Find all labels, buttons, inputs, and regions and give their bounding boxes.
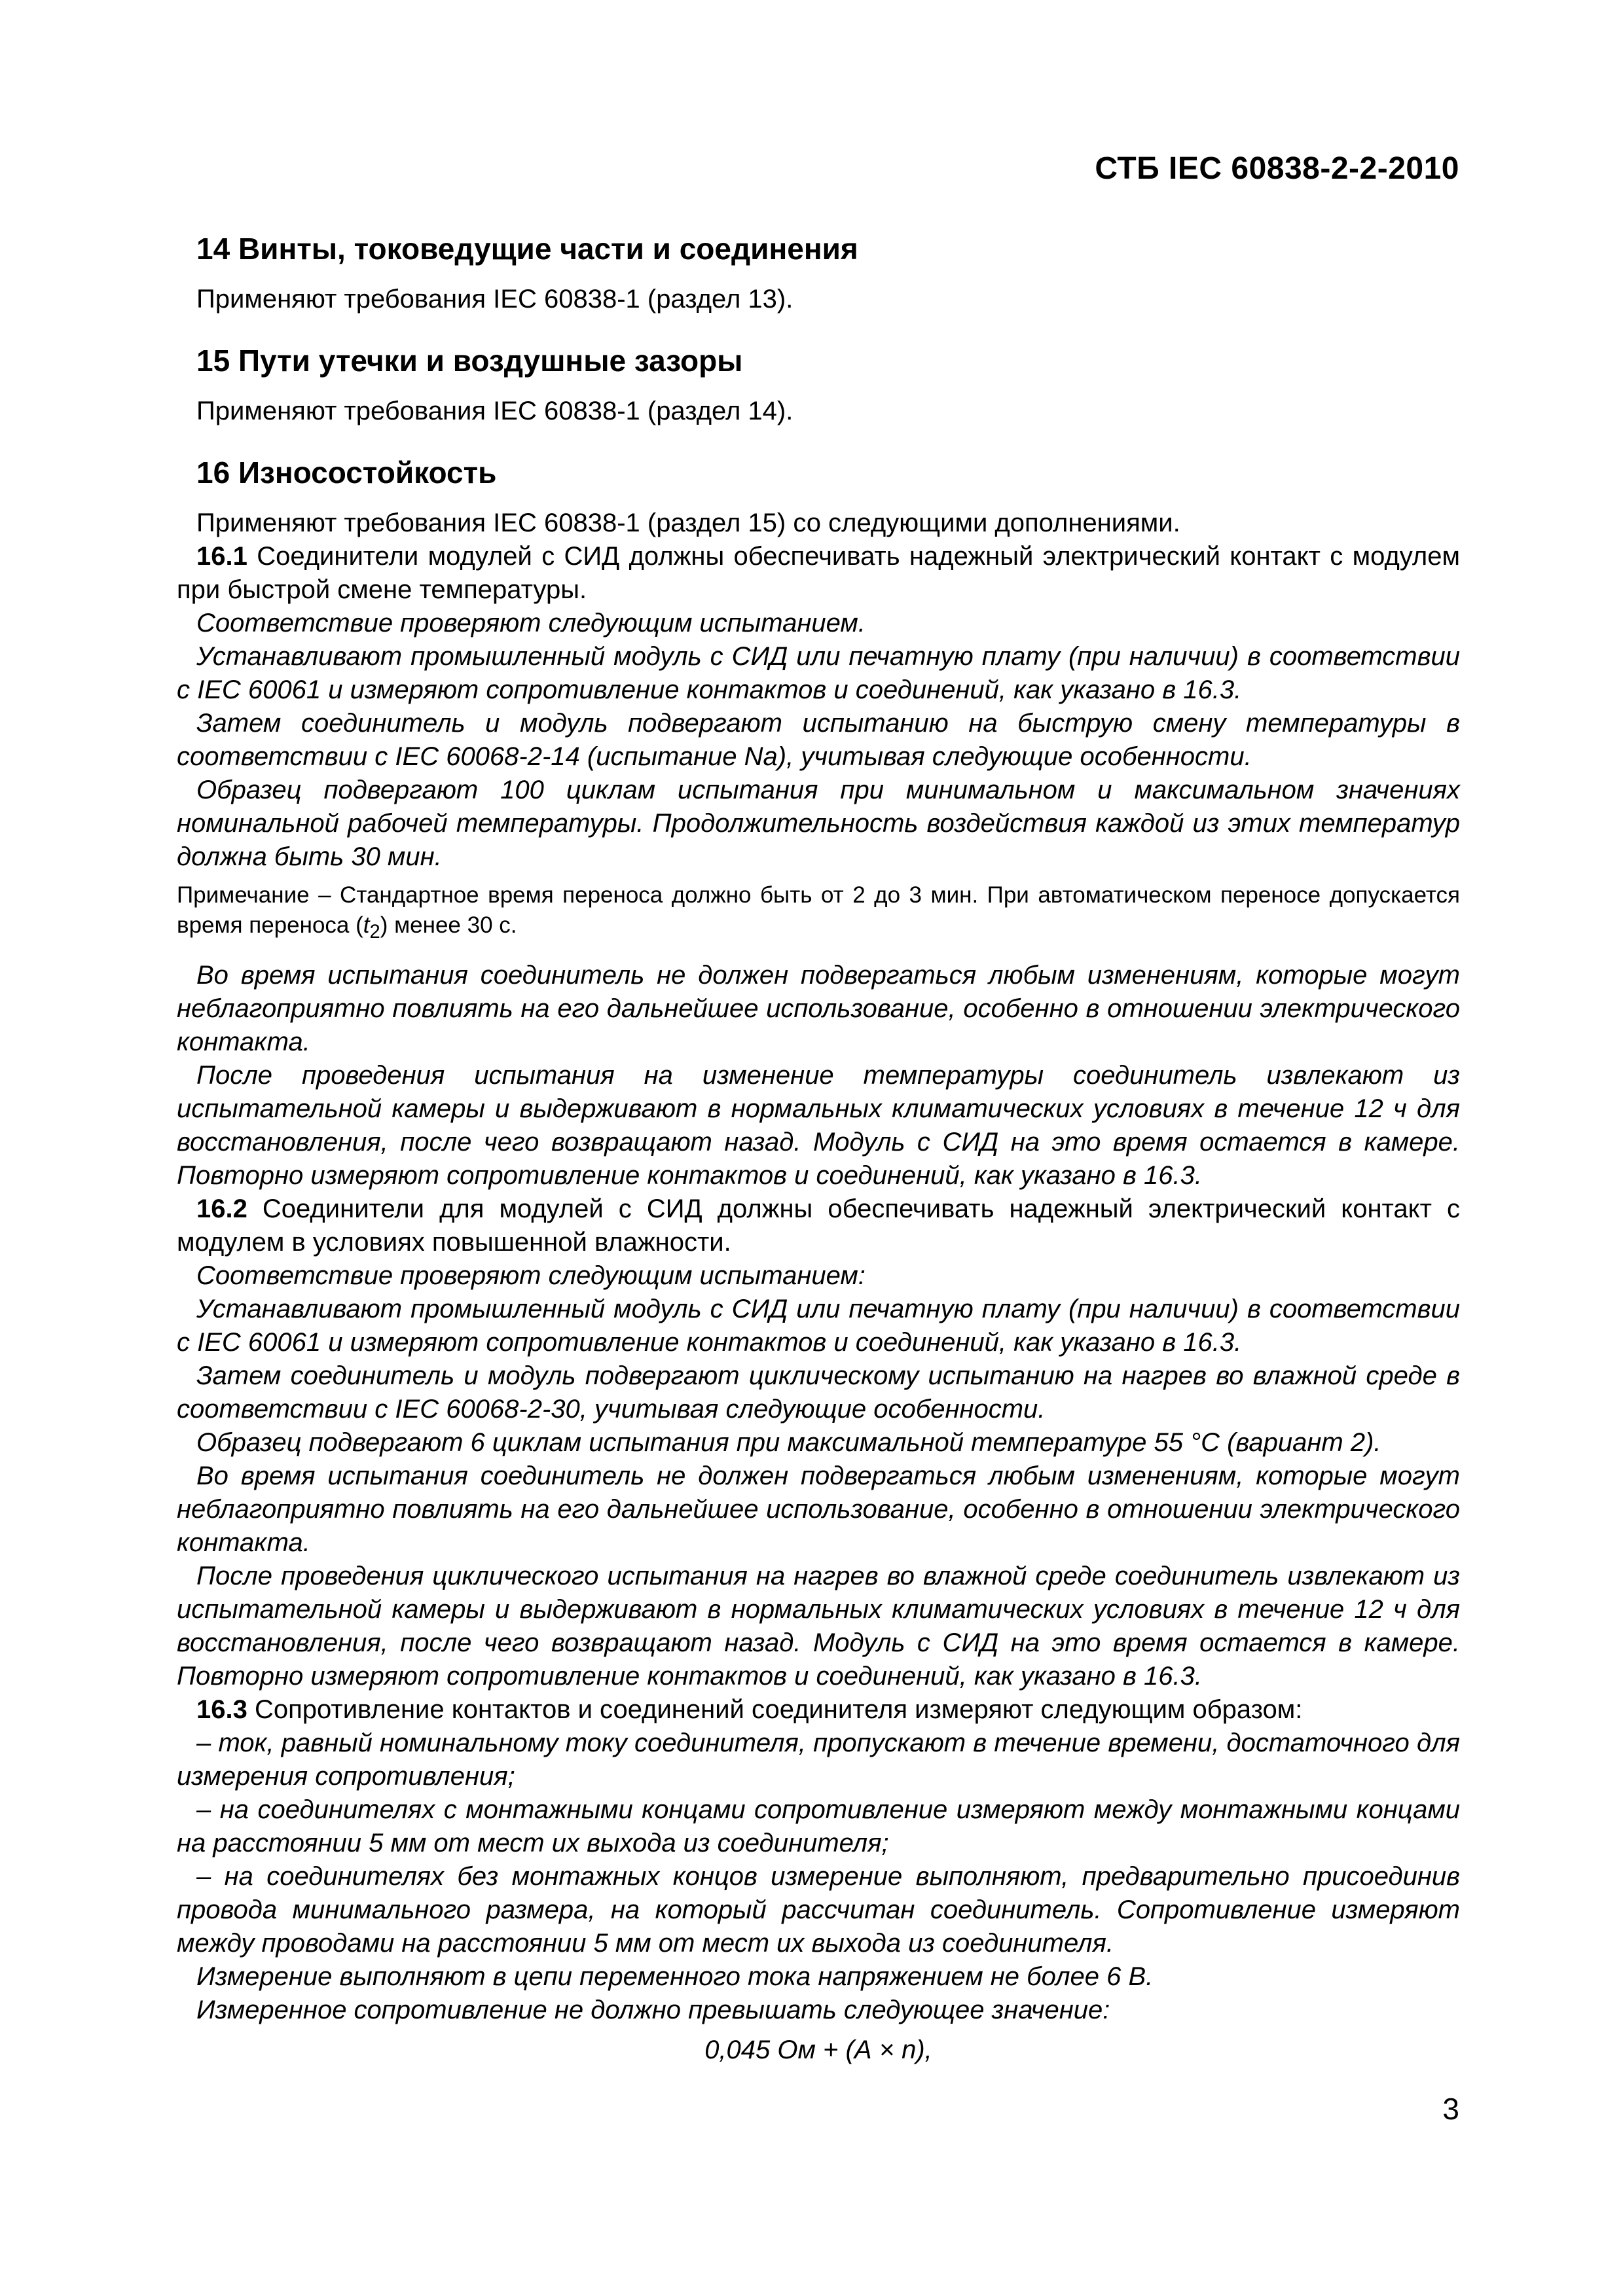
section-14-text: Применяют требования IEC 60838-1 (раздел 13).: [196, 285, 793, 314]
clause-16-3-number: 16.3: [196, 1695, 247, 1724]
clause-16-1-p3: Затем соединитель и модуль подвергают испытанию на быструю смену температуры в соответствии с IEC 60068-2-14 (испытание Na), учитывая следующие особенности.: [177, 709, 1460, 771]
clause-16-3-list-item-3: – на соединителях без монтажных концов измерение выполняют, предварительно присоединив провода минимального размера, на который рассчитан соединитель. Сопротивление измеряют между проводами на расстоянии 5 мм от мест их выхода из соединителя.: [177, 1862, 1460, 1958]
section-16-title: 16 Износостойкость: [196, 456, 497, 490]
clause-16-1-p6: После проведения испытания на изменение температуры соединитель извлекают из испытательной камеры и выдерживают в нормальных климатических условиях в течение 12 ч для восстановления, после чего возвращают назад. Модуль с СИД на это время остается в камере. Повторно измеряют сопротивление контактов и соединений, как указано в 16.3.: [177, 1061, 1460, 1190]
note-text-start: Примечание – Стандартное время переноса должно быть от 2 до 3 мин. При автоматическом переносе допускается время переноса (: [177, 882, 1460, 938]
page-content: [177, 229, 1460, 2067]
clause-16-2-text: Соединители для модулей с СИД должны обеспечивать надежный электрический контакт с модулем в условиях повышенной влажности.: [177, 1194, 1460, 1257]
clause-16-2: [177, 1193, 1460, 1259]
clause-16-3-p1: Измерение выполняют в цепи переменного тока напряжением не более 6 В.: [196, 1962, 1154, 1991]
clause-16-3-text: Сопротивление контактов и соединений соединителя измеряют следующим образом:: [247, 1695, 1303, 1724]
clause-16-1-p5: Во время испытания соединитель не должен подвергаться любым изменениям, которые могут неблагоприятно повлиять на его дальнейшее использование, особенно в отношении электрического контакта.: [177, 961, 1460, 1056]
section-16-intro: Применяют требования IEC 60838-1 (раздел 15) со следующими дополнениями.: [196, 509, 1180, 537]
clause-16-3-list-item-2: – на соединителях с монтажными концами сопротивление измеряют между монтажными концами на расстоянии 5 мм от мест их выхода из соединителя;: [177, 1795, 1460, 1857]
clause-16-1-p1: Соответствие проверяют следующим испытанием.: [196, 609, 866, 637]
resistance-formula: 0,045 Ом + (А × n),: [704, 2036, 932, 2064]
note-symbol: t: [363, 912, 370, 938]
page-number: 3: [1442, 2092, 1459, 2126]
section-15-title: 15 Пути утечки и воздушные зазоры: [196, 344, 743, 378]
note-text-end: ) менее 30 с.: [380, 912, 517, 938]
clause-16-1-note: [177, 880, 1460, 947]
note-subscript: 2: [369, 922, 380, 942]
clause-16-2-number: 16.2: [196, 1194, 247, 1223]
clause-16-3-p2: Измеренное сопротивление не должно превышать следующее значение:: [196, 1996, 1110, 2024]
clause-16-2-p3: Затем соединитель и модуль подвергают циклическому испытанию на нагрев во влажной среде в соответствии с IEC 60068-2-30, учитывая следующие особенности.: [177, 1361, 1460, 1424]
clause-16-1-p4: Образец подвергают 100 циклам испытания при минимальном и максимальном значениях номинальной рабочей температуры. Продолжительность воздействия каждой из этих температур должна быть 30 мин.: [177, 776, 1460, 871]
clause-16-1: [177, 540, 1460, 607]
section-14-title: 14 Винты, токоведущие части и соединения: [196, 232, 858, 266]
clause-16-2-p6: После проведения циклического испытания на нагрев во влажной среде соединитель извлекают из испытательной камеры и выдерживают в нормальных климатических условиях в течение 12 ч для восстановления, после чего возвращают назад. Модуль с СИД на это время остается в камере. Повторно измеряют сопротивление контактов и соединений, как указано в 16.3.: [177, 1562, 1460, 1691]
document-header-code: СТБ IEC 60838-2-2-2010: [1095, 151, 1459, 186]
clause-16-1-text: Соединители модулей с СИД должны обеспечивать надежный электрический контакт с модулем при быстрой смене температуры.: [177, 542, 1460, 604]
section-15-text: Применяют требования IEC 60838-1 (раздел 14).: [196, 397, 793, 425]
clause-16-1-number: 16.1: [196, 542, 247, 571]
clause-16-2-p4: Образец подвергают 6 циклам испытания при максимальной температуре 55 °С (вариант 2).: [196, 1428, 1381, 1457]
clause-16-2-p1: Соответствие проверяют следующим испытанием:: [196, 1261, 866, 1290]
clause-16-3-list-item-1: – ток, равный номинальному току соединителя, пропускают в течение времени, достаточного для измерения сопротивления;: [177, 1729, 1460, 1791]
clause-16-1-p2: Устанавливают промышленный модуль с СИД или печатную плату (при наличии) в соответствии с IEC 60061 и измеряют сопротивление контактов и соединений, как указано в 16.3.: [177, 642, 1460, 704]
clause-16-2-p5: Во время испытания соединитель не должен подвергаться любым изменениям, которые могут неблагоприятно повлиять на его дальнейшее использование, особенно в отношении электрического контакта.: [177, 1462, 1460, 1557]
clause-16-2-p2: Устанавливают промышленный модуль с СИД или печатную плату (при наличии) в соответствии с IEC 60061 и измеряют сопротивление контактов и соединений, как указано в 16.3.: [177, 1295, 1460, 1357]
clause-16-3: [177, 1693, 1460, 1727]
